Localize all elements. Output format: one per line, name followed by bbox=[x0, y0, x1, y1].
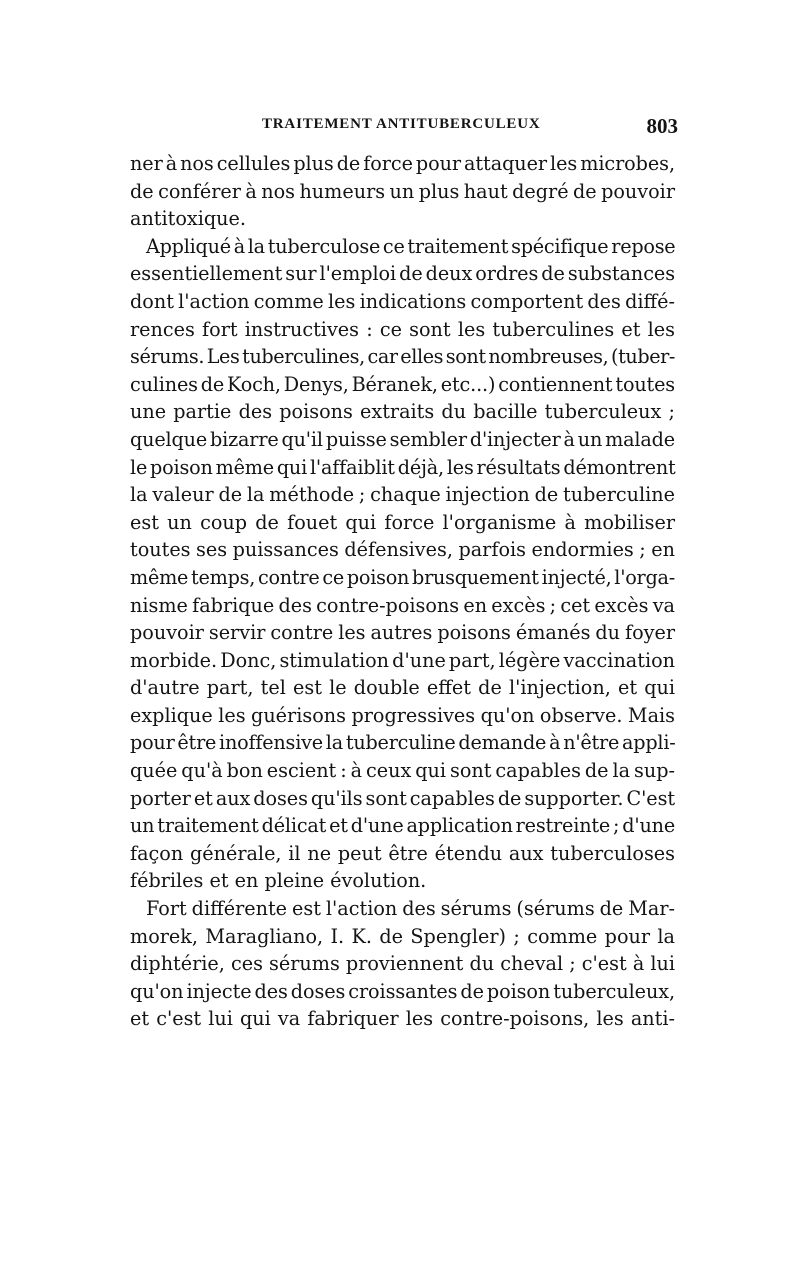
text-line: nisme fabrique des contre-poisons en excès ; cet excès va bbox=[130, 593, 675, 617]
paragraph bbox=[130, 233, 675, 895]
text-line: un traitement délicat et d'une application restreinte ; d'une bbox=[130, 814, 675, 838]
text-line: fébriles et en pleine évolution. bbox=[130, 869, 427, 893]
text-line: antitoxique. bbox=[130, 207, 246, 231]
text-line: même temps, contre ce poison brusquement injecté, l'orga- bbox=[130, 565, 675, 589]
page-number: 803 bbox=[646, 114, 678, 138]
text-line: qu'on injecte des doses croissantes de poison tuberculeux, bbox=[130, 979, 675, 1003]
text-line: porter et aux doses qu'ils sont capables de supporter. C'est bbox=[130, 786, 675, 810]
text-line: dont l'action comme les indications comportent des diffé- bbox=[130, 289, 675, 313]
text-line: de conférer à nos humeurs un plus haut degré de pouvoir bbox=[130, 179, 675, 203]
text-line: la valeur de la méthode ; chaque injection de tuberculine bbox=[130, 483, 675, 507]
text-line: Appliqué à la tuberculose ce traitement spécifique repose bbox=[146, 234, 676, 258]
body-text bbox=[130, 150, 675, 1033]
text-line: d'autre part, tel est le double effet de l'injection, et qui bbox=[130, 676, 675, 700]
paragraph bbox=[130, 895, 675, 1033]
text-line: culines de Koch, Denys, Béranek, etc...) contiennent toutes bbox=[130, 372, 675, 396]
text-line: façon générale, il ne peut être étendu aux tuberculoses bbox=[130, 841, 675, 865]
text-line: morbide. Donc, stimulation d'une part, légère vaccination bbox=[130, 648, 675, 672]
text-line: le poison même qui l'affaiblit déjà, les résultats démontrent bbox=[130, 455, 676, 479]
text-line: une partie des poisons extraits du bacille tuberculeux ; bbox=[130, 400, 675, 424]
text-line: rences fort instructives : ce sont les tuberculines et les bbox=[130, 317, 675, 341]
text-line: toutes ses puissances défensives, parfois endormies ; en bbox=[130, 538, 675, 562]
text-line: quelque bizarre qu'il puisse sembler d'injecter à un malade bbox=[130, 427, 675, 451]
text-line: essentiellement sur l'emploi de deux ordres de substances bbox=[130, 262, 675, 286]
text-line: et c'est lui qui va fabriquer les contre-poisons, les anti- bbox=[130, 1007, 675, 1031]
text-line: Fort différente est l'action des sérums (sérums de Mar- bbox=[146, 897, 675, 921]
text-line: pouvoir servir contre les autres poisons émanés du foyer bbox=[130, 621, 675, 645]
text-line: explique les guérisons progressives qu'on observe. Mais bbox=[130, 703, 675, 727]
text-line: sérums. Les tuberculines, car elles sont nombreuses, (tuber- bbox=[130, 345, 676, 369]
running-head-title: TRAITEMENT ANTITUBERCULEUX bbox=[262, 116, 541, 132]
text-line: morek, Maragliano, I. K. de Spengler) ; comme pour la bbox=[130, 924, 675, 948]
running-head bbox=[130, 114, 678, 142]
text-line: diphtérie, ces sérums proviennent du cheval ; c'est à lui bbox=[130, 952, 675, 976]
text-line: quée qu'à bon escient : à ceux qui sont capables de la sup- bbox=[130, 759, 675, 783]
paragraph bbox=[130, 150, 675, 233]
text-line: ner à nos cellules plus de force pour attaquer les microbes, bbox=[130, 152, 675, 175]
text-line: pour être inoffensive la tuberculine demande à n'être appli- bbox=[130, 731, 676, 755]
text-line: est un coup de fouet qui force l'organisme à mobiliser bbox=[130, 510, 675, 534]
